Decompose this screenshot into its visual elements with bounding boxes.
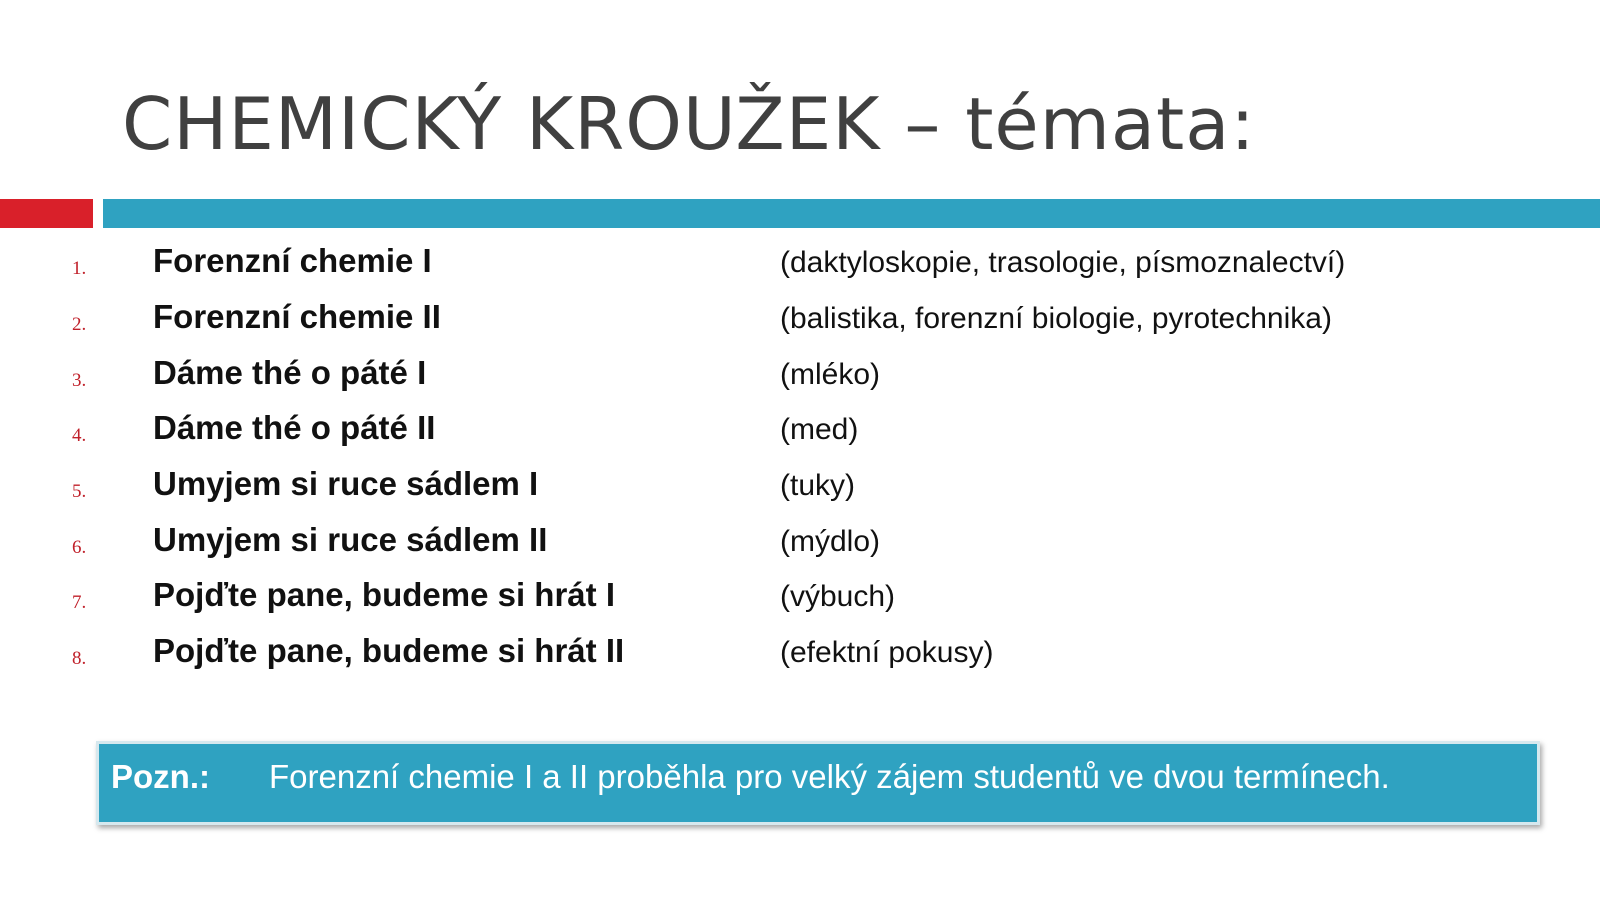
list-item	[0, 630, 1600, 686]
list-item	[0, 574, 1600, 630]
slide-title: CHEMICKÝ KROUŽEK – témata:	[122, 82, 1256, 166]
topic-note: (tuky)	[780, 469, 855, 502]
topic-name: Pojďte pane, budeme si hrát II	[153, 632, 625, 669]
remark-label: Pozn.:	[111, 758, 210, 795]
topic-note: (balistika, forenzní biologie, pyrotechnika)	[780, 302, 1332, 335]
list-number: 7.	[72, 592, 87, 613]
topic-name: Forenzní chemie I	[153, 242, 432, 279]
remark-box	[96, 741, 1540, 825]
list-number: 4.	[72, 425, 87, 446]
topic-note: (mýdlo)	[780, 525, 881, 558]
list-number: 3.	[72, 370, 87, 391]
accent-bar-red	[0, 199, 93, 228]
list-number: 8.	[72, 648, 87, 669]
topic-note: (efektní pokusy)	[780, 636, 994, 669]
list-item	[0, 352, 1600, 408]
topic-name: Pojďte pane, budeme si hrát I	[153, 576, 615, 613]
list-item	[0, 296, 1600, 352]
list-item	[0, 240, 1600, 296]
topic-name: Umyjem si ruce sádlem II	[153, 521, 548, 558]
topic-note: (med)	[780, 413, 859, 446]
topic-note: (mléko)	[780, 358, 881, 391]
list-item	[0, 407, 1600, 463]
topic-name: Forenzní chemie II	[153, 298, 441, 335]
list-number: 2.	[72, 314, 87, 335]
remark-text: Forenzní chemie I a II proběhla pro velký zájem studentů ve dvou termínech.	[269, 758, 1390, 795]
list-number: 6.	[72, 537, 87, 558]
topic-note: (výbuch)	[780, 580, 896, 613]
list-number: 1.	[72, 258, 87, 279]
topic-name: Umyjem si ruce sádlem I	[153, 465, 539, 502]
accent-bar-blue	[103, 199, 1600, 228]
list-number: 5.	[72, 481, 87, 502]
list-item	[0, 463, 1600, 519]
topic-note: (daktyloskopie, trasologie, písmoznalectví)	[780, 246, 1346, 279]
topic-name: Dáme thé o páté I	[153, 354, 427, 391]
list-item	[0, 519, 1600, 575]
topic-name: Dáme thé o páté II	[153, 409, 436, 446]
